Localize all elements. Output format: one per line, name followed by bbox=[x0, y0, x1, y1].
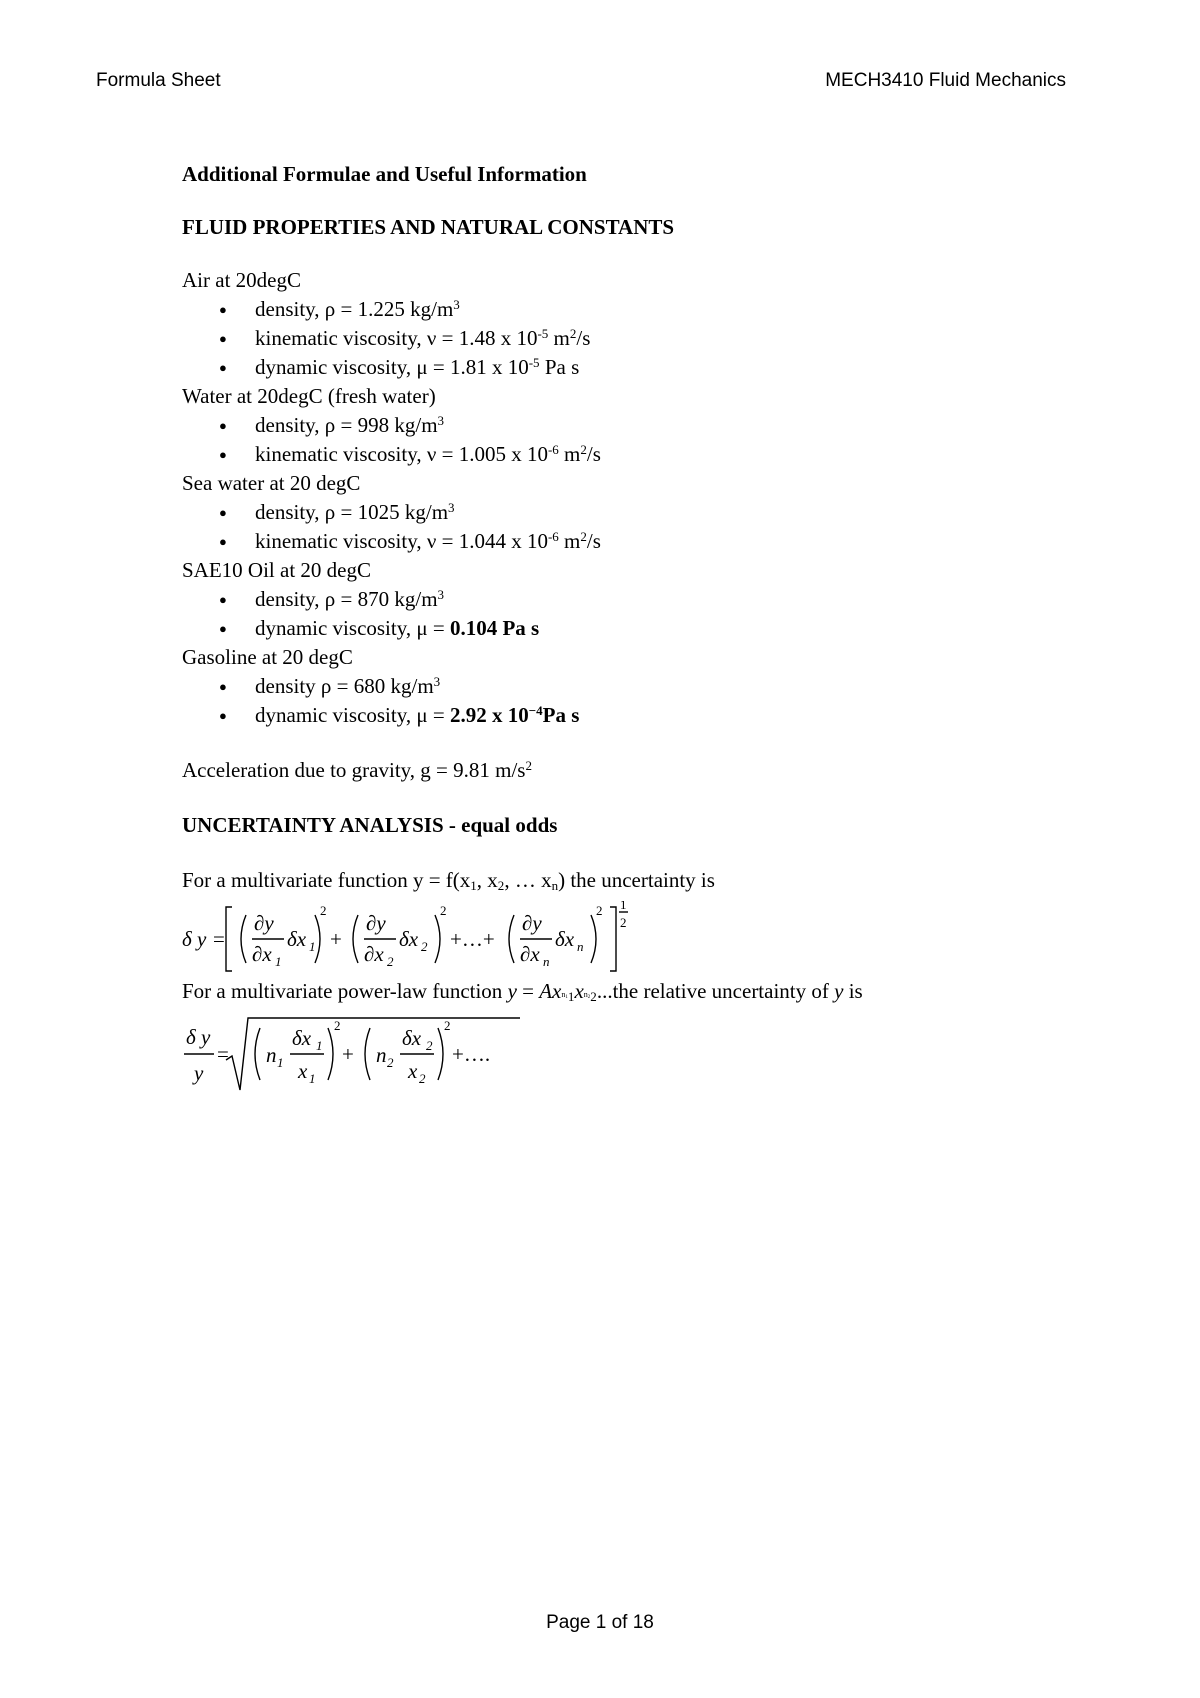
gasoline-label: Gasoline at 20 degC bbox=[182, 645, 353, 669]
air-kin-visc-unit-exp: 2 bbox=[569, 325, 577, 341]
sea-water-kin-visc-unit-exp: 2 bbox=[580, 528, 587, 544]
svg-text:1: 1 bbox=[309, 939, 316, 954]
gasoline-density-item bbox=[255, 672, 1082, 701]
svg-text:n: n bbox=[266, 1043, 277, 1067]
relative-uncertainty-equation bbox=[182, 1012, 1082, 1094]
powerlaw-var: y bbox=[834, 979, 844, 1003]
water-kin-visc-unit: m bbox=[558, 442, 581, 466]
sae10-label: SAE10 Oil at 20 degC bbox=[182, 558, 371, 582]
sea-water-kin-visc-item bbox=[255, 527, 1082, 556]
svg-text:1: 1 bbox=[620, 901, 627, 912]
sea-water-density-item bbox=[255, 498, 1082, 527]
water-density-exp: 3 bbox=[437, 412, 445, 428]
document-body bbox=[182, 160, 1082, 1094]
gasoline-properties-list bbox=[182, 672, 1082, 730]
gasoline-dyn-visc-unit: Pa s bbox=[542, 703, 580, 727]
svg-text:∂y: ∂y bbox=[366, 911, 386, 935]
svg-text:δx: δx bbox=[292, 1026, 312, 1050]
header-left: Formula Sheet bbox=[96, 70, 221, 91]
air-kin-visc-exp: -5 bbox=[537, 325, 549, 341]
water-kin-visc-unit-exp: 2 bbox=[580, 441, 587, 457]
powerlaw-intro: For a multivariate power-law function bbox=[182, 979, 508, 1003]
sea-water-kin-visc-unit-tail: /s bbox=[586, 529, 601, 553]
air-dyn-visc: dynamic viscosity, μ = 1.81 x 10 bbox=[255, 355, 529, 379]
air-properties-list bbox=[182, 295, 1082, 382]
water-kin-visc-item bbox=[255, 440, 1082, 469]
fluid-properties-heading: FLUID PROPERTIES AND NATURAL CONSTANTS bbox=[182, 215, 675, 239]
sae10-dyn-visc-value: 0.104 Pa s bbox=[449, 616, 540, 640]
svg-text:∂x: ∂x bbox=[364, 942, 384, 966]
svg-text:+: + bbox=[342, 1042, 354, 1066]
air-density-item bbox=[255, 295, 1082, 324]
svg-text:∂y: ∂y bbox=[522, 911, 542, 935]
svg-text:δx: δx bbox=[402, 1026, 422, 1050]
air-dyn-visc-exp: -5 bbox=[528, 354, 540, 370]
gravity-exp: 2 bbox=[525, 757, 532, 773]
gasoline-dyn-visc-exp: −4 bbox=[528, 702, 543, 718]
svg-text:+…+: +…+ bbox=[450, 927, 495, 951]
sea-water-kin-visc-exp: -6 bbox=[547, 528, 559, 544]
svg-text:2: 2 bbox=[387, 954, 394, 969]
sae10-density-exp: 3 bbox=[437, 586, 445, 602]
air-density: density, ρ = 1.225 kg/m bbox=[255, 297, 454, 321]
svg-text:δx: δx bbox=[555, 927, 575, 951]
gasoline-dyn-visc-item bbox=[255, 701, 1082, 730]
gravity-line bbox=[182, 756, 1082, 785]
svg-text:2: 2 bbox=[440, 903, 447, 918]
svg-text:1: 1 bbox=[316, 1038, 323, 1053]
air-kin-visc-unit: m bbox=[548, 326, 570, 350]
air-kin-visc: kinematic viscosity, ν = 1.48 x 10 bbox=[255, 326, 538, 350]
header-right: MECH3410 Fluid Mechanics bbox=[825, 70, 1066, 91]
sae10-dyn-visc: dynamic viscosity, μ = bbox=[255, 616, 450, 640]
svg-text:y: y bbox=[194, 1061, 204, 1085]
svg-text:x: x bbox=[298, 1059, 308, 1083]
sea-water-properties-list bbox=[182, 498, 1082, 556]
svg-text:n: n bbox=[577, 939, 584, 954]
sea-water-kin-visc-unit: m bbox=[558, 529, 581, 553]
svg-text:2: 2 bbox=[620, 915, 627, 930]
page-number: Page 1 of 18 bbox=[546, 1612, 654, 1633]
svg-text:1: 1 bbox=[277, 1055, 284, 1070]
multivariate-intro-tail: ) the uncertainty is bbox=[558, 868, 715, 892]
svg-text:2: 2 bbox=[419, 1071, 426, 1086]
water-label: Water at 20degC (fresh water) bbox=[182, 384, 436, 408]
svg-text:x: x bbox=[408, 1059, 418, 1083]
air-label: Air at 20degC bbox=[182, 268, 301, 292]
svg-text:δ y =: δ y = bbox=[182, 927, 226, 951]
water-kin-visc-exp: -6 bbox=[547, 441, 559, 457]
sae10-density: density, ρ = 870 kg/m bbox=[255, 587, 438, 611]
multivariate-intro: For a multivariate function y = f(x bbox=[182, 868, 471, 892]
gasoline-dyn-visc-value: 2.92 x 10 bbox=[449, 703, 529, 727]
svg-text:1: 1 bbox=[309, 1071, 316, 1086]
gasoline-dyn-visc: dynamic viscosity, μ = bbox=[255, 703, 450, 727]
page-title: Additional Formulae and Useful Information bbox=[182, 162, 587, 186]
svg-text:+: + bbox=[330, 927, 342, 951]
svg-text:∂x: ∂x bbox=[252, 942, 272, 966]
water-properties-list bbox=[182, 411, 1082, 469]
air-kin-visc-unit-tail: /s bbox=[576, 326, 591, 350]
svg-text:2: 2 bbox=[387, 1055, 394, 1070]
powerlaw-tail: ...the relative uncertainty of bbox=[596, 979, 835, 1003]
svg-text:2: 2 bbox=[334, 1018, 341, 1033]
sae10-properties-list bbox=[182, 585, 1082, 643]
svg-text:2: 2 bbox=[426, 1038, 433, 1053]
gasoline-density: density ρ = 680 kg/m bbox=[255, 674, 434, 698]
air-dyn-visc-unit: Pa s bbox=[539, 355, 580, 379]
sae10-dyn-visc-item bbox=[255, 614, 1082, 643]
sae10-density-item bbox=[255, 585, 1082, 614]
powerlaw-end: is bbox=[843, 979, 863, 1003]
svg-text:δx: δx bbox=[287, 927, 307, 951]
svg-text:1: 1 bbox=[275, 954, 282, 969]
air-density-exp: 3 bbox=[453, 296, 460, 312]
svg-text:2: 2 bbox=[320, 903, 327, 918]
sea-water-density: density, ρ = 1025 kg/m bbox=[255, 500, 449, 524]
sea-water-density-exp: 3 bbox=[448, 499, 455, 515]
sea-water-kin-visc: kinematic viscosity, ν = 1.044 x 10 bbox=[255, 529, 548, 553]
gasoline-density-exp: 3 bbox=[433, 673, 441, 689]
air-dyn-visc-item bbox=[255, 353, 1082, 382]
svg-text:2: 2 bbox=[444, 1018, 451, 1033]
water-density-item bbox=[255, 411, 1082, 440]
svg-text:δ y: δ y bbox=[186, 1025, 211, 1049]
svg-text:n: n bbox=[543, 954, 550, 969]
multivariate-intro-line: For a multivariate function $y = f(x_1$, $x_2$, … $x_n$) the uncertainty is bbox=[182, 868, 715, 894]
uncertainty-equation bbox=[182, 901, 1082, 977]
svg-text:∂y: ∂y bbox=[254, 911, 274, 935]
powerlaw-intro-line: For a multivariate power-law function $y = Ax_{^{n_1}1}x_{^{n_2}2}...the$ relative uncertainty of y is bbox=[182, 979, 863, 1005]
gravity-text: Acceleration due to gravity, g = 9.81 m/s bbox=[182, 758, 526, 782]
svg-text:δx: δx bbox=[399, 927, 419, 951]
water-kin-visc-unit-tail: /s bbox=[586, 442, 601, 466]
svg-text:∂x: ∂x bbox=[520, 942, 540, 966]
uncertainty-heading: UNCERTAINTY ANALYSIS - equal odds bbox=[182, 813, 558, 837]
svg-text:2: 2 bbox=[596, 903, 603, 918]
svg-text:n: n bbox=[376, 1043, 387, 1067]
svg-text:=: = bbox=[217, 1042, 229, 1066]
sea-water-label: Sea water at 20 degC bbox=[182, 471, 361, 495]
svg-text:2: 2 bbox=[421, 939, 428, 954]
air-kin-visc-item bbox=[255, 324, 1082, 353]
svg-text:+….: +…. bbox=[452, 1042, 491, 1066]
water-kin-visc: kinematic viscosity, ν = 1.005 x 10 bbox=[255, 442, 548, 466]
water-density: density, ρ = 998 kg/m bbox=[255, 413, 438, 437]
